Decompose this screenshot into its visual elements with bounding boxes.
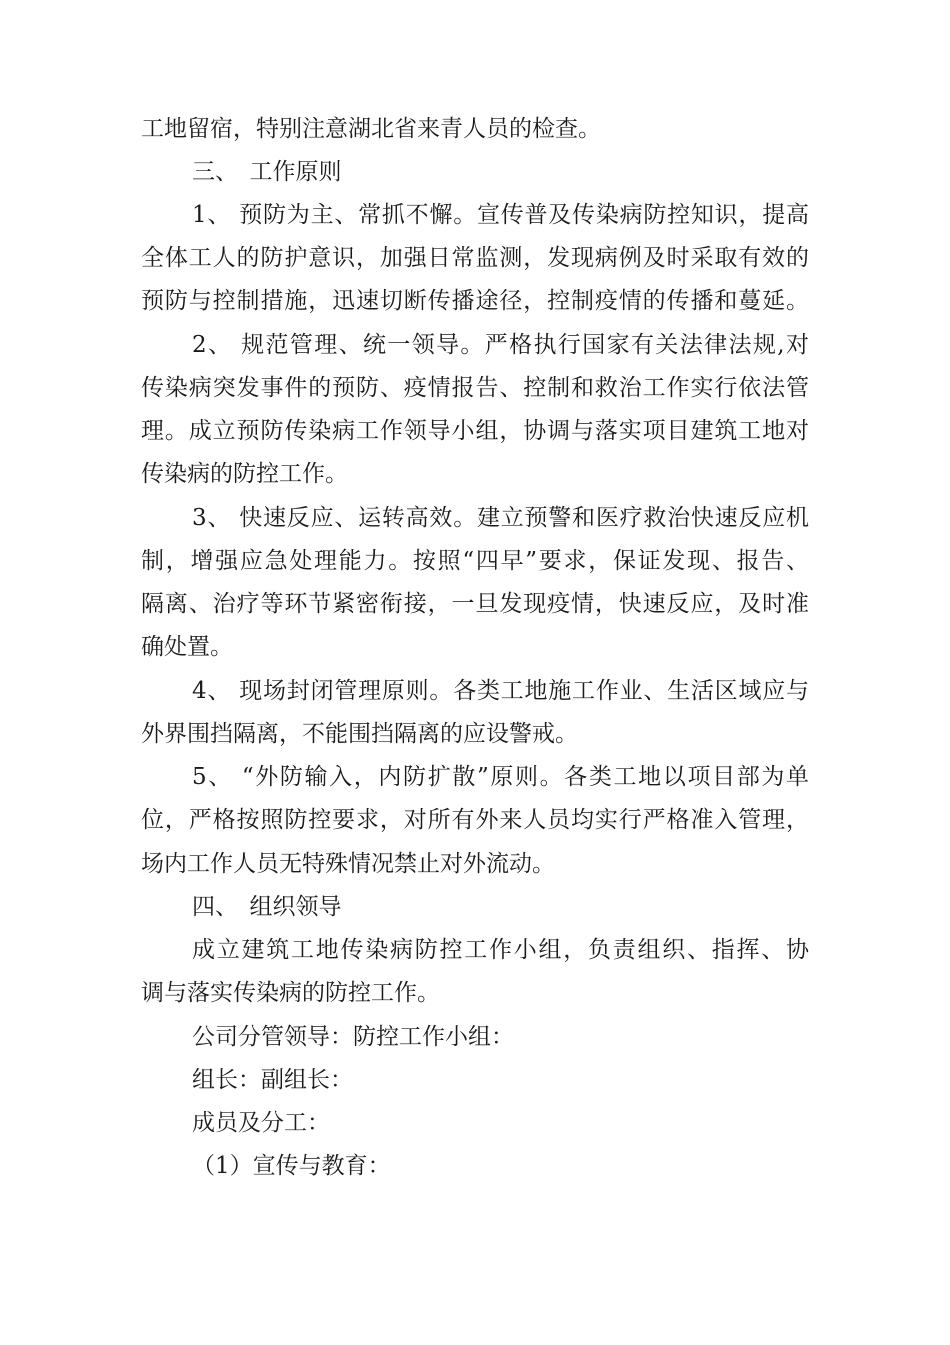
text-line-10: 3、 快速反应、运转高效。建立预警和医疗救治快速反应机 [192, 505, 809, 531]
text-line-18: 场内工作人员无特殊情况禁止对外流动。 [141, 851, 555, 877]
text-line-3: 1、 预防为主、常抓不懈。宣传普及传染病防控知识，提高 [192, 202, 809, 228]
text-line-6: 2、 规范管理、统一领导。严格执行国家有关法律法规,对 [192, 332, 809, 358]
section-heading-organization: 四、 组织领导 [192, 894, 342, 920]
text-line-11: 制，增强应急处理能力。按照“四早”要求，保证发现、报告、 [141, 548, 809, 574]
text-line-24: 成员及分工： [192, 1110, 330, 1136]
section-heading-principles: 三、 工作原则 [192, 159, 342, 185]
text-line-1: 工地留宿，特别注意湖北省来青人员的检查。 [141, 116, 601, 142]
text-line-12: 隔离、治疗等环节紧密衔接，一旦发现疫情，快速反应，及时准 [141, 591, 809, 617]
text-line-23: 组长：副组长： [192, 1067, 353, 1093]
text-line-22: 公司分管领导：防控工作小组： [192, 1024, 514, 1050]
text-line-17: 位，严格按照防控要求，对所有外来人员均实行严格准入管理， [141, 807, 809, 833]
text-line-4: 全体工人的防护意识，加强日常监测，发现病例及时采取有效的 [141, 245, 809, 271]
text-line-15: 外界围挡隔离，不能围挡隔离的应设警戒。 [141, 721, 578, 747]
text-line-21: 调与落实传染病的防控工作。 [141, 980, 440, 1006]
text-line-16: 5、 “外防输入，内防扩散”原则。各类工地以项目部为单 [192, 764, 809, 790]
text-line-5: 预防与控制措施，迅速切断传播途径，控制疫情的传播和蔓延。 [141, 288, 809, 314]
text-line-7: 传染病突发事件的预防、疫情报告、控制和救治工作实行依法管 [141, 375, 809, 401]
text-line-8: 理。成立预防传染病工作领导小组，协调与落实项目建筑工地对 [141, 418, 809, 444]
list-item-propaganda-education: （1）宣传与教育： [192, 1153, 391, 1179]
text-line-20: 成立建筑工地传染病防控工作小组，负责组织、指挥、协 [192, 937, 809, 963]
text-line-13: 确处置。 [141, 634, 233, 660]
text-line-14: 4、 现场封闭管理原则。各类工地施工作业、生活区域应与 [192, 678, 809, 704]
text-line-9: 传染病的防控工作。 [141, 461, 348, 487]
